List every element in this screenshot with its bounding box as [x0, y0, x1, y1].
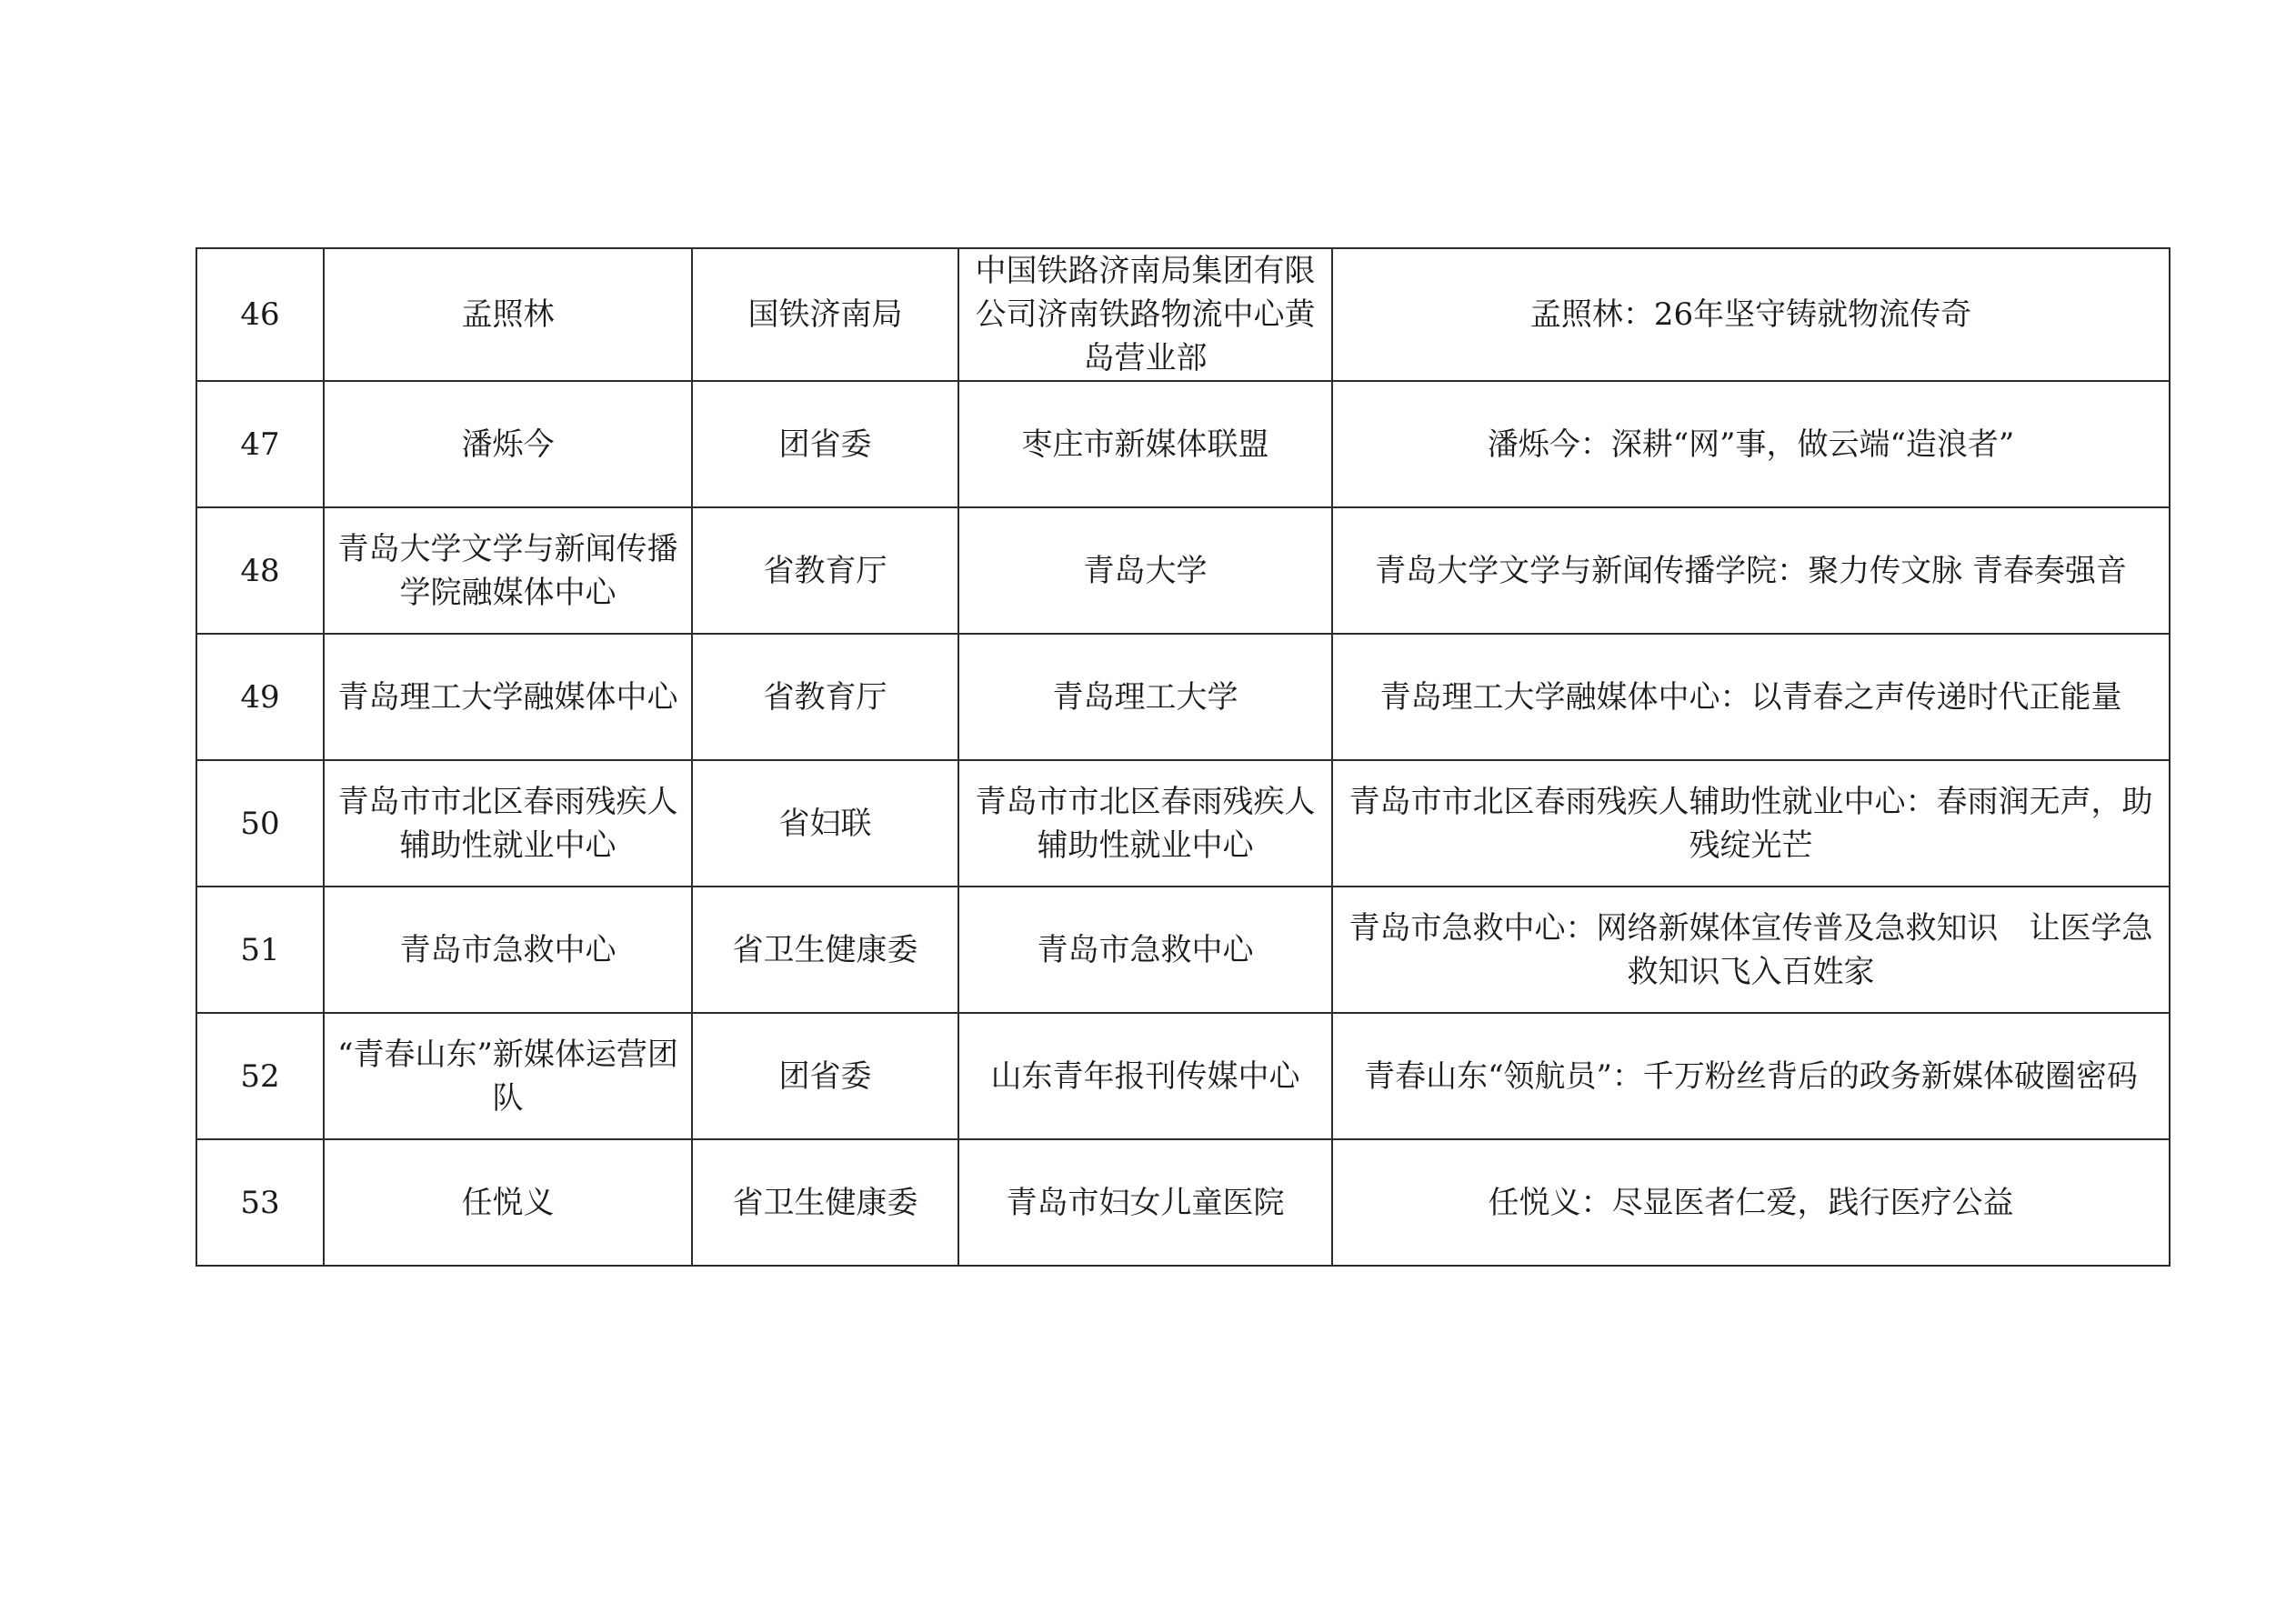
row-number: 47 — [196, 381, 324, 507]
story-title: 青春山东“领航员”：千万粉丝背后的政务新媒体破圈密码 — [1332, 1013, 2170, 1139]
story-title: 潘烁今：深耕“网”事，做云端“造浪者” — [1332, 381, 2170, 507]
work-unit: 青岛市市北区春雨残疾人辅助性就业中心 — [958, 760, 1332, 887]
nominee-name: 任悦义 — [324, 1139, 692, 1266]
row-number: 48 — [196, 507, 324, 634]
row-number: 52 — [196, 1013, 324, 1139]
recommending-unit: 团省委 — [692, 1013, 958, 1139]
table-row — [196, 634, 2170, 760]
table-row — [196, 1139, 2170, 1266]
story-title: 任悦义：尽显医者仁爱，践行医疗公益 — [1332, 1139, 2170, 1266]
work-unit: 青岛大学 — [958, 507, 1332, 634]
recommending-unit: 团省委 — [692, 381, 958, 507]
work-unit: 山东青年报刊传媒中心 — [958, 1013, 1332, 1139]
nominee-name: 青岛理工大学融媒体中心 — [324, 634, 692, 760]
story-title: 青岛理工大学融媒体中心：以青春之声传递时代正能量 — [1332, 634, 2170, 760]
row-number: 50 — [196, 760, 324, 887]
story-title: 青岛市急救中心：网络新媒体宣传普及急救知识 让医学急救知识飞入百姓家 — [1332, 887, 2170, 1013]
table-row — [196, 248, 2170, 381]
recommending-unit: 省卫生健康委 — [692, 1139, 958, 1266]
table-row — [196, 760, 2170, 887]
row-number: 53 — [196, 1139, 324, 1266]
row-number: 51 — [196, 887, 324, 1013]
work-unit: 青岛理工大学 — [958, 634, 1332, 760]
records-table — [196, 247, 2171, 1267]
row-number: 46 — [196, 248, 324, 381]
story-title: 青岛大学文学与新闻传播学院：聚力传文脉 青春奏强音 — [1332, 507, 2170, 634]
nominee-name: 孟照林 — [324, 248, 692, 381]
recommending-unit: 国铁济南局 — [692, 248, 958, 381]
nominee-name: 青岛市市北区春雨残疾人辅助性就业中心 — [324, 760, 692, 887]
table-row — [196, 1013, 2170, 1139]
work-unit: 青岛市妇女儿童医院 — [958, 1139, 1332, 1266]
recommending-unit: 省教育厅 — [692, 507, 958, 634]
recommending-unit: 省卫生健康委 — [692, 887, 958, 1013]
nominee-name: “青春山东”新媒体运营团队 — [324, 1013, 692, 1139]
story-title: 青岛市市北区春雨残疾人辅助性就业中心：春雨润无声，助残绽光芒 — [1332, 760, 2170, 887]
table-row — [196, 381, 2170, 507]
nominee-name: 青岛市急救中心 — [324, 887, 692, 1013]
nominee-name: 青岛大学文学与新闻传播学院融媒体中心 — [324, 507, 692, 634]
work-unit: 青岛市急救中心 — [958, 887, 1332, 1013]
recommending-unit: 省妇联 — [692, 760, 958, 887]
work-unit: 中国铁路济南局集团有限公司济南铁路物流中心黄岛营业部 — [958, 248, 1332, 381]
records-table-body — [196, 248, 2170, 1266]
work-unit: 枣庄市新媒体联盟 — [958, 381, 1332, 507]
table-row — [196, 887, 2170, 1013]
nominee-name: 潘烁今 — [324, 381, 692, 507]
table-row — [196, 507, 2170, 634]
row-number: 49 — [196, 634, 324, 760]
story-title: 孟照林：26年坚守铸就物流传奇 — [1332, 248, 2170, 381]
recommending-unit: 省教育厅 — [692, 634, 958, 760]
